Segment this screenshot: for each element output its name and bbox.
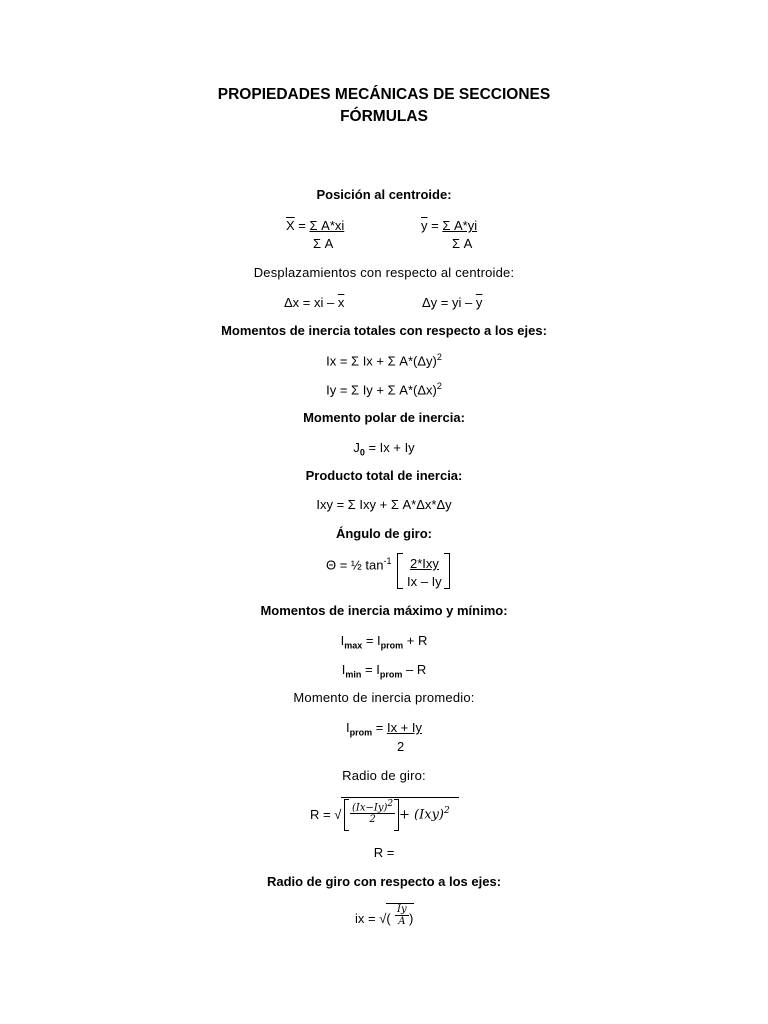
- dy-minus: –: [465, 295, 476, 310]
- j-symbol: J: [353, 440, 360, 455]
- angle-num-text: 2*Ixy: [410, 556, 439, 571]
- y-denominator: Σ A: [452, 236, 473, 251]
- angle-numerator: [410, 556, 439, 571]
- ix-formula: [0, 352, 768, 368]
- ix-gyration-close: ): [409, 911, 414, 926]
- left-bracket: [397, 553, 403, 589]
- imax-mid: = I: [362, 633, 381, 648]
- gyration-heading: Radio de giro:: [342, 768, 426, 783]
- imin-formula: [0, 662, 768, 680]
- imin-prom-sub: prom: [379, 669, 403, 680]
- gyration-frac-num-text: (Ix−Iy): [352, 802, 388, 814]
- average-heading: Momento de inercia promedio:: [293, 690, 475, 705]
- iy-text: Iy = Σ Iy + Σ A*(Δx): [326, 382, 437, 398]
- angle-denominator: Ix – Iy: [407, 574, 442, 589]
- ix-frac-den: A: [398, 916, 406, 927]
- y-bar: $\overline{y}$: [421, 218, 428, 233]
- gyration-frac-den: 2: [369, 814, 376, 826]
- ix-gyration-frac: [395, 904, 409, 927]
- total-inertia-heading: Momentos de inercia totales con respecto a los ejes:: [221, 323, 547, 338]
- angle-heading: Ángulo de giro:: [335, 526, 433, 541]
- sqrt-overline: [341, 797, 459, 798]
- dx-formula: [284, 295, 344, 310]
- centroid-heading: Posición al centroide:: [316, 187, 452, 202]
- dy-left: Δy = yi: [422, 295, 465, 310]
- centroid-y-formula: [421, 218, 477, 233]
- centroid-x-formula: [286, 218, 344, 233]
- gyration-frac: [350, 799, 395, 825]
- imax-formula: [0, 633, 768, 651]
- polar-heading: Momento polar de inercia:: [303, 410, 465, 425]
- x-bar: $\overline{X}$: [286, 218, 295, 233]
- r-blank: R =: [373, 845, 395, 860]
- tan-exp: -1: [383, 556, 392, 566]
- gyration-fraction: [350, 799, 395, 825]
- gyration-lhs: R = √: [310, 807, 342, 822]
- imin-rest: – R: [402, 662, 427, 677]
- ix-text: Ix = Σ Ix + Σ A*(Δy): [326, 353, 437, 369]
- angle-lhs: [326, 556, 391, 572]
- iy-formula: [0, 381, 768, 397]
- y-numerator: Σ A*yi: [442, 218, 478, 233]
- gyration-frac-num: [350, 799, 395, 814]
- y-equals: =: [427, 218, 443, 233]
- angle-lhs-text: Θ = ½ tan: [326, 557, 384, 573]
- product-heading: Producto total de inercia:: [305, 468, 463, 483]
- gyration-frac-num-exp: 2: [387, 799, 394, 809]
- gyration-plus-text: + (Ixy): [399, 807, 444, 823]
- imax-sub: max: [344, 640, 363, 651]
- page-subtitle: FÓRMULAS: [340, 108, 428, 125]
- dy-formula: [422, 295, 482, 310]
- imax-prom-sub: prom: [380, 640, 404, 651]
- x-denominator: Σ A: [313, 236, 334, 251]
- average-formula: [346, 720, 422, 738]
- dx-minus: –: [327, 295, 338, 310]
- dy-bar: $\overline{y}$: [475, 295, 483, 310]
- page-title: PROPIEDADES MECÁNICAS DE SECCIONES: [217, 86, 551, 103]
- iy-exp: 2: [436, 381, 442, 391]
- gyration-plus-term: [399, 806, 450, 822]
- x-equals: =: [294, 218, 310, 233]
- maxmin-heading: Momentos de inercia máximo y mínimo:: [260, 603, 508, 618]
- dx-left: Δx = xi: [284, 295, 327, 310]
- ix-frac-num: Iy: [397, 904, 407, 915]
- dx-bar: $\overline{x}$: [337, 295, 345, 310]
- iprom-denominator: 2: [397, 739, 405, 754]
- imin-i: I: [341, 662, 346, 677]
- x-numerator: Σ A*xi: [309, 218, 345, 233]
- imax-rest: + R: [403, 633, 428, 648]
- ix-fraction: [395, 904, 409, 927]
- ix-exp: 2: [436, 352, 442, 362]
- product-formula: Ixy = Σ Ixy + Σ A*Δx*Δy: [316, 497, 452, 512]
- gyration-axes-heading: Radio de giro con respecto a los ejes:: [266, 874, 502, 889]
- iprom-numerator: Ix + Iy: [386, 720, 422, 735]
- gyration-left-bracket: [344, 799, 349, 831]
- ix-gyration-lhs: ix = √(: [355, 911, 391, 926]
- iprom-eq: =: [372, 720, 387, 735]
- iprom-sub: prom: [349, 727, 373, 738]
- displacement-heading: Desplazamientos con respecto al centroide:: [253, 265, 515, 280]
- iprom-i: I: [346, 720, 350, 735]
- right-bracket: [444, 553, 450, 589]
- imin-mid: = I: [361, 662, 380, 677]
- j-sub: 0: [359, 447, 365, 458]
- imax-i: I: [340, 633, 345, 648]
- gyration-plus-exp: 2: [443, 806, 450, 816]
- polar-rest: = Ix + Iy: [364, 440, 415, 455]
- polar-formula: [0, 440, 768, 458]
- imin-sub: min: [345, 669, 362, 680]
